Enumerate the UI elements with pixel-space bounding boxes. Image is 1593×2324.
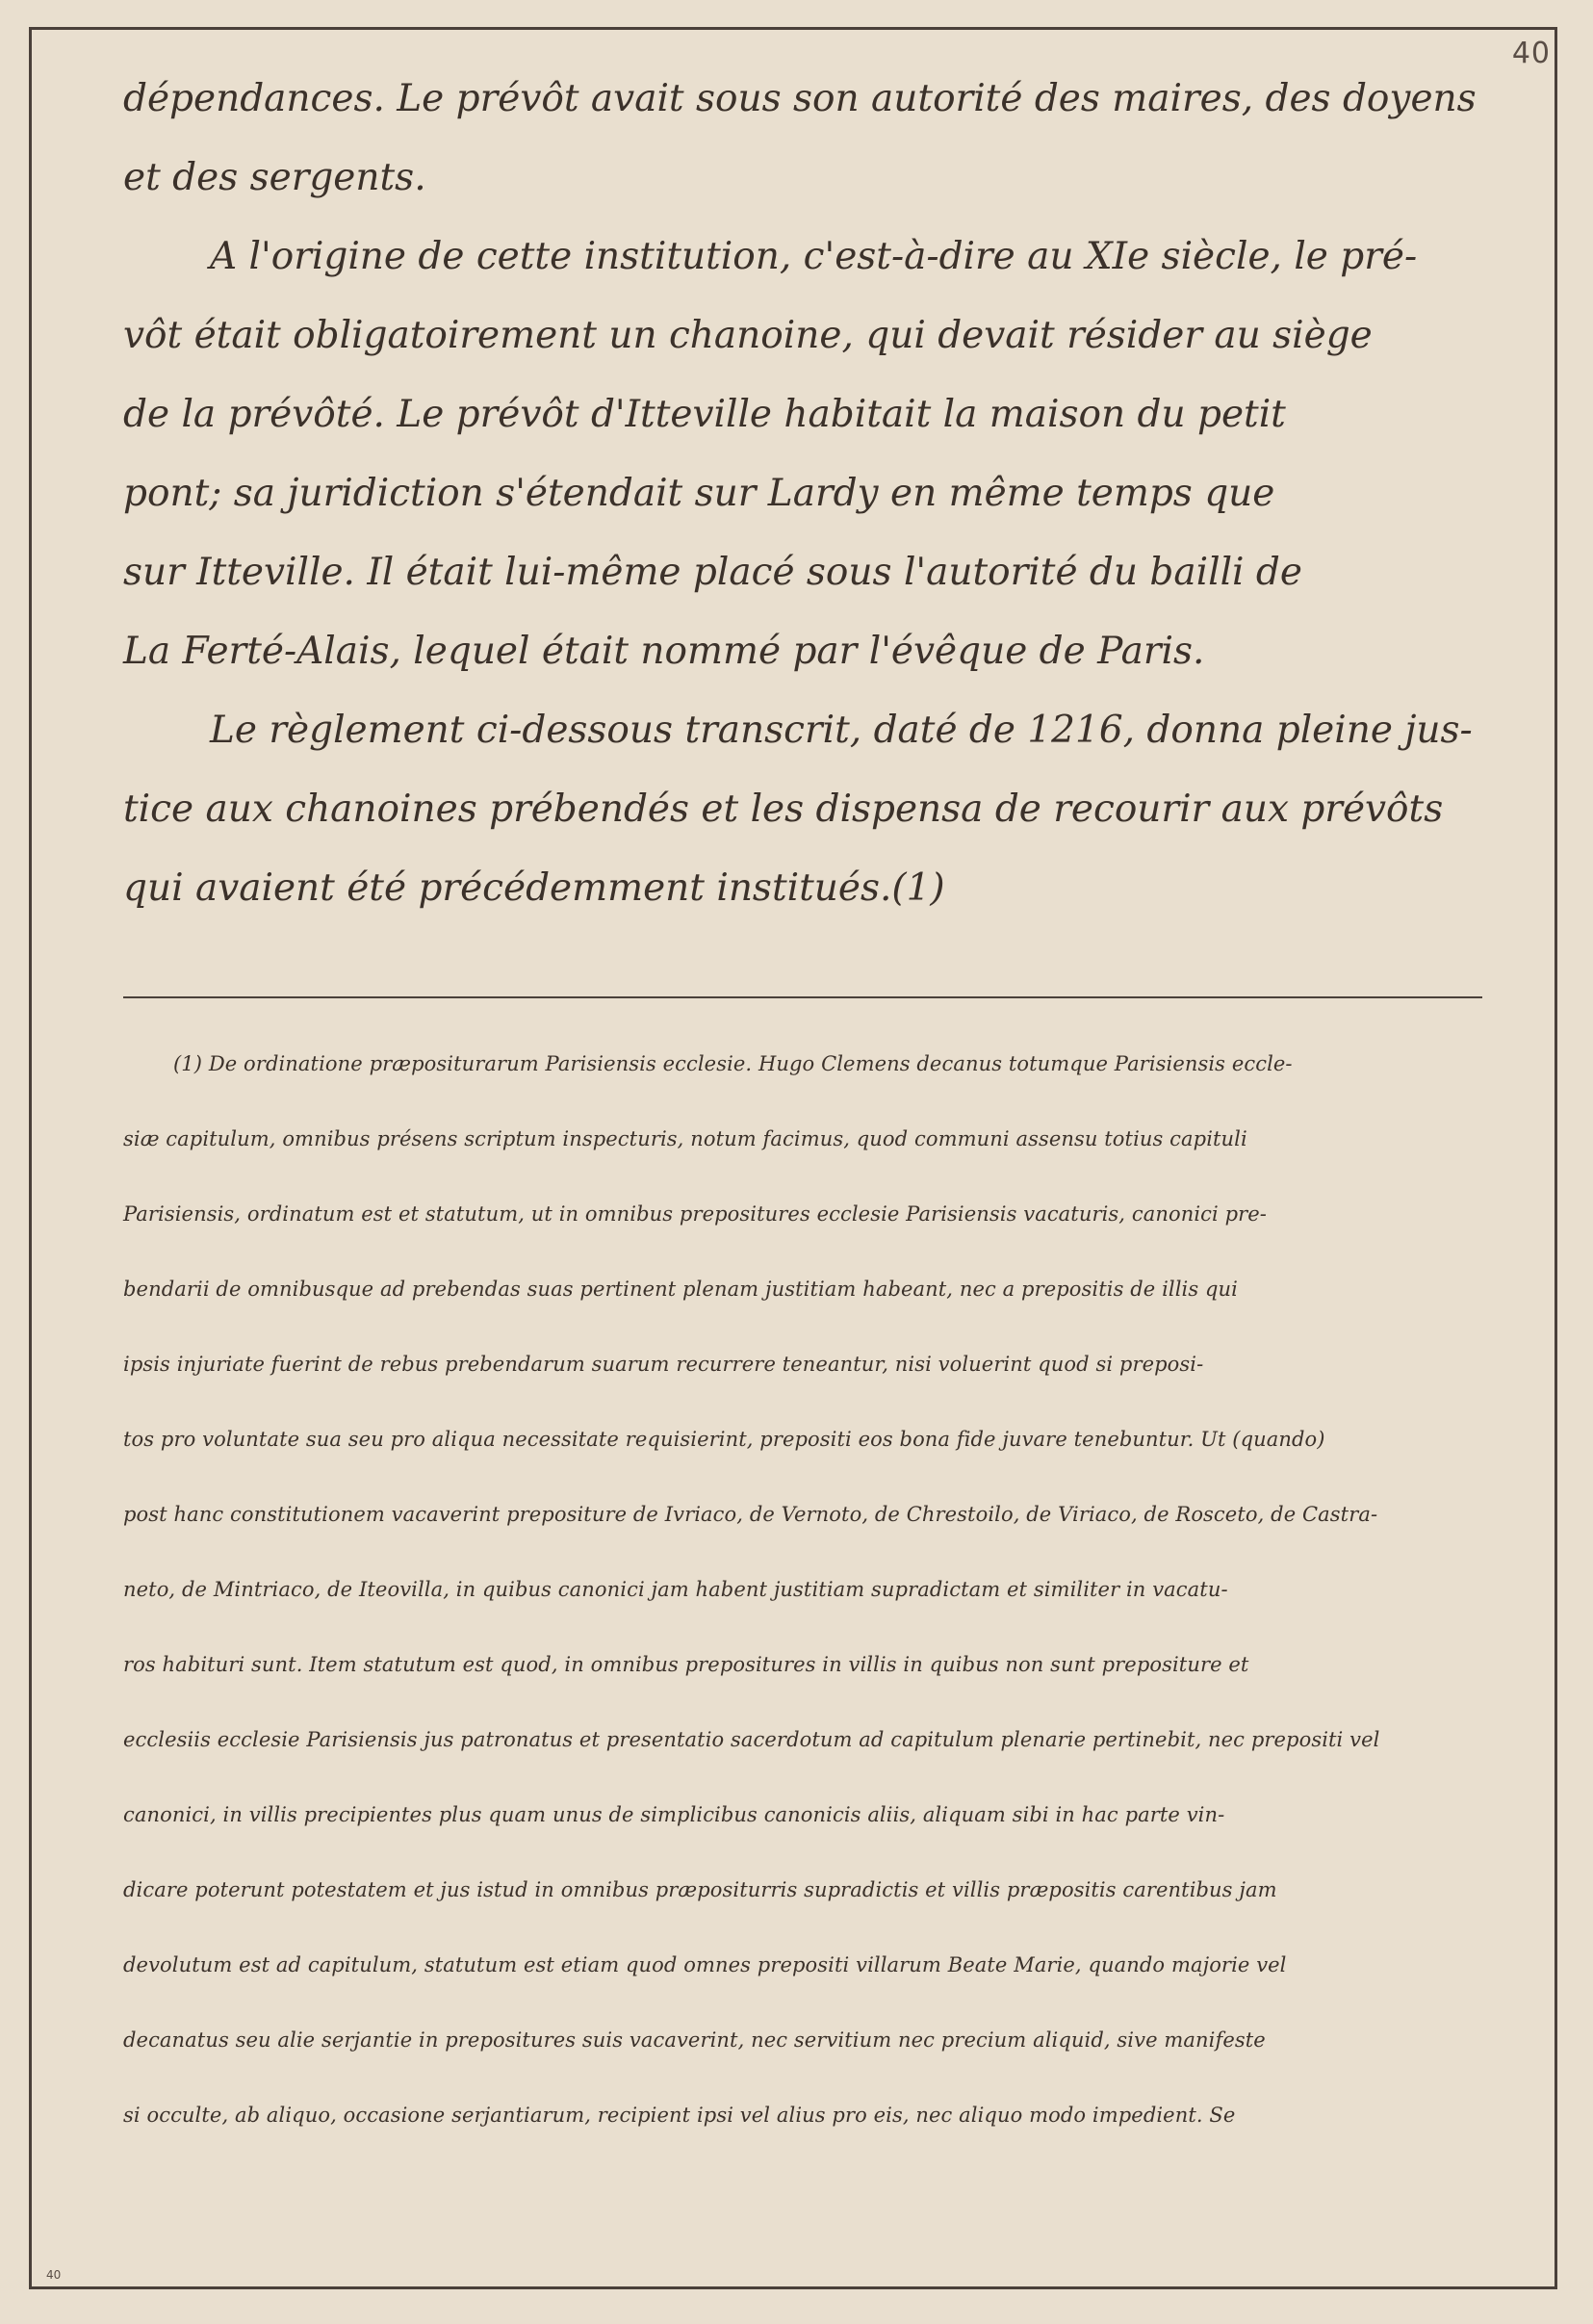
page-number-top: 40 <box>1511 37 1551 70</box>
footnote-line: Parisiensis, ordinatum est et statutum, ut in omnibus prepositures ecclesie Parisiensis vacaturis, canonici pre- <box>123 1202 1267 1226</box>
footnote-line: bendarii de omnibusque ad prebendas suas pertinent plenam justitiam habeant, nec a prepositis de illis qui <box>123 1278 1238 1301</box>
footnote-line: canonici, in villis precipientes plus quam unus de simplicibus canonicis aliis, aliquam sibi in hac parte vin- <box>123 1803 1225 1826</box>
main-line: Le règlement ci-dessous transcrit, daté de 1216, donna pleine jus- <box>210 709 1473 752</box>
footnote-text <box>123 1040 1490 2166</box>
main-line: tice aux chanoines prébendés et les dispensa de recourir aux prévôts <box>123 788 1444 831</box>
footnote-line: ecclesiis ecclesie Parisiensis jus patronatus et presentatio sacerdotum ad capitulum plenarie pertinebit, nec prepositi vel <box>123 1728 1380 1751</box>
main-line: A l'origine de cette institution, c'est-à-dire au XIe siècle, le pré- <box>210 235 1418 278</box>
main-line: et des sergents. <box>123 156 426 199</box>
main-line: La Ferté-Alais, lequel était nommé par l'évêque de Paris. <box>123 630 1205 673</box>
main-text <box>123 60 1490 928</box>
footnote-line: devolutum est ad capitulum, statutum est etiam quod omnes prepositi villarum Beate Marie, quando majorie vel <box>123 1953 1287 1976</box>
main-line: qui avaient été précédemment institués.(1) <box>123 866 945 910</box>
main-line: pont; sa juridiction s'étendait sur Lardy en même temps que <box>123 472 1275 515</box>
footnote-line: neto, de Mintriaco, de Iteovilla, in quibus canonici jam habent justitiam supradictam et similiter in vacatu- <box>123 1578 1228 1601</box>
main-line: sur Itteville. Il était lui-même placé sous l'autorité du bailli de <box>123 551 1302 594</box>
page-number-bottom: 40 <box>46 2268 62 2282</box>
footnote-line: ros habituri sunt. Item statutum est quod, in omnibus prepositures in villis in quibus non sunt prepositure et <box>123 1653 1249 1676</box>
footnote-divider <box>123 996 1482 998</box>
footnote-line: dicare poterunt potestatem et jus istud in omnibus præpositurris supradictis et villis præpositis carentibus jam <box>123 1878 1277 1901</box>
footnote-line: ipsis injuriate fuerint de rebus prebendarum suarum recurrere teneantur, nisi voluerint quod si preposi- <box>123 1353 1204 1376</box>
main-line: de la prévôté. Le prévôt d'Itteville habitait la maison du petit <box>123 393 1286 436</box>
footnote-line: post hanc constitutionem vacaverint prepositure de Ivriaco, de Vernoto, de Chrestoilo, de Viriaco, de Rosceto, de Castra- <box>123 1503 1378 1526</box>
footnote-line: si occulte, ab aliquo, occasione serjantiarum, recipient ipsi vel alius pro eis, nec aliquo modo impedient. Se <box>123 2104 1236 2127</box>
footnote-line: tos pro voluntate sua seu pro aliqua necessitate requisierint, prepositi eos bona fide juvare tenebuntur. Ut (quando) <box>123 1428 1325 1451</box>
footnote-line: decanatus seu alie serjantie in prepositures suis vacaverint, nec servitium nec precium aliquid, sive manifeste <box>123 2028 1266 2052</box>
main-line: vôt était obligatoirement un chanoine, qui devait résider au siège <box>123 314 1373 357</box>
footnote-line: (1) De ordinatione præpositurarum Parisiensis ecclesie. Hugo Clemens decanus totumque Parisiensis eccle- <box>173 1052 1293 1075</box>
footnote-line: siæ capitulum, omnibus présens scriptum inspecturis, notum facimus, quod communi assensu totius capituli <box>123 1127 1247 1150</box>
main-line: dépendances. Le prévôt avait sous son autorité des maires, des doyens <box>123 77 1477 120</box>
